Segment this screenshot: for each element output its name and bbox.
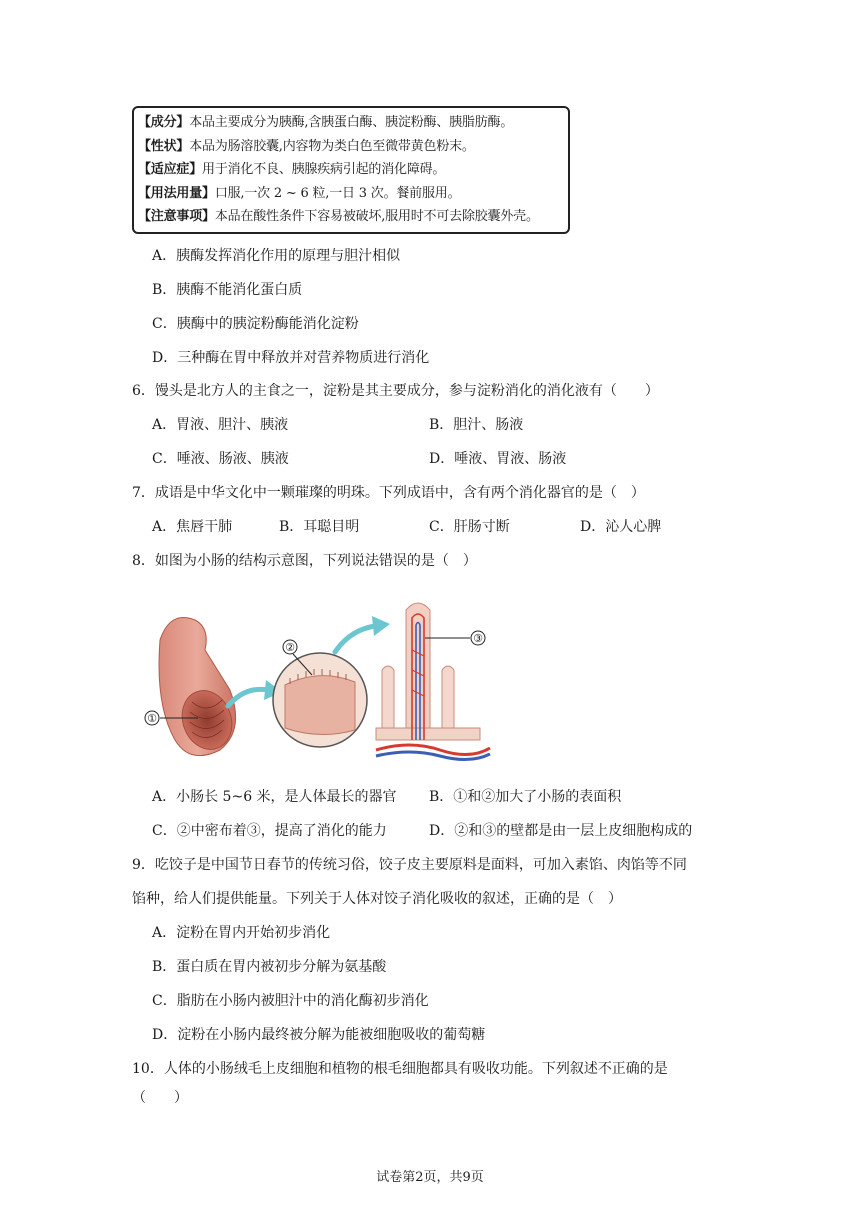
q6-option-a: A．胃液、胆汁、胰液 xyxy=(152,417,289,433)
q8-option-a: A．小肠长 5~6 米，是人体最长的器官 xyxy=(152,789,397,805)
drug-label-box xyxy=(132,106,570,234)
q6-option-d: D．唾液、胃液、肠液 xyxy=(429,451,567,467)
q7-option-b: B．耳聪目明 xyxy=(279,519,360,535)
q5-option-d: D．三种酶在胃中释放并对营养物质进行消化 xyxy=(152,350,430,366)
q10-stem-line1: 10．人体的小肠绒毛上皮细胞和植物的根毛细胞都具有吸收功能。下列叙述不正确的是 xyxy=(132,1061,668,1077)
q9-option-b: B．蛋白质在胃内被初步分解为氨基酸 xyxy=(152,959,387,975)
q8-stem: 8．如图为小肠的结构示意图，下列说法错误的是（ ） xyxy=(132,553,477,569)
label-2: ② xyxy=(285,641,295,654)
q5-option-a: A．胰酶发挥消化作用的原理与胆汁相似 xyxy=(152,248,401,264)
label-line-indications: 【适应症】用于消化不良、胰腺疾病引起的消化障碍。 xyxy=(138,162,446,177)
q6-stem: 6．馒头是北方人的主食之一，淀粉是其主要成分，参与淀粉消化的消化液有（ ） xyxy=(132,383,659,399)
label-1: ① xyxy=(147,712,157,725)
page-footer: 试卷第2页，共9页 xyxy=(376,1170,484,1185)
q9-stem-line2: 馅种，给人们提供能量。下列关于人体对饺子消化吸收的叙述，正确的是（ ） xyxy=(132,891,622,907)
q7-stem: 7．成语是中华文化中一颗璀璨的明珠。下列成语中，含有两个消化器官的是（ ） xyxy=(132,485,645,501)
q7-option-d: D．沁人心脾 xyxy=(580,519,662,535)
label-3: ③ xyxy=(473,632,483,645)
small-intestine-diagram xyxy=(147,590,510,760)
label-line-dosage: 【用法用量】口服,一次 2 ~ 6 粒,一日 3 次。餐前服用。 xyxy=(138,185,461,201)
q5-option-c: C．胰酶中的胰淀粉酶能消化淀粉 xyxy=(152,316,359,332)
q9-option-a: A．淀粉在胃内开始初步消化 xyxy=(152,925,331,941)
q8-option-d: D．②和③的壁都是由一层上皮细胞构成的 xyxy=(429,823,693,839)
q6-option-c: C．唾液、肠液、胰液 xyxy=(152,451,289,467)
q5-option-b: B．胰酶不能消化蛋白质 xyxy=(152,282,303,298)
label-line-precautions: 【注意事项】本品在酸性条件下容易被破坏,服用时不可去除胶囊外壳。 xyxy=(138,209,539,224)
q8-option-b: B．①和②加大了小肠的表面积 xyxy=(429,789,622,805)
q7-option-c: C．肝肠寸断 xyxy=(429,519,510,535)
q8-option-c: C．②中密布着③，提高了消化的能力 xyxy=(152,823,387,839)
label-line-properties: 【性状】本品为肠溶胶囊,内容物为类白色至微带黄色粉末。 xyxy=(138,138,475,154)
q10-stem-line2: （ ） xyxy=(132,1090,188,1106)
q6-option-b: B．胆汁、肠液 xyxy=(429,417,524,433)
label-line-ingredients: 【成分】本品主要成分为胰酶,含胰蛋白酶、胰淀粉酶、胰脂肪酶。 xyxy=(138,115,514,130)
small-intestine-figure xyxy=(147,590,510,760)
arrow-2 xyxy=(335,626,375,652)
q9-option-d: D．淀粉在小肠内最终被分解为能被细胞吸收的葡萄糖 xyxy=(152,1027,486,1043)
q9-stem-line1: 9．吃饺子是中国节日春节的传统习俗，饺子皮主要原料是面料，可加入素馅、肉馅等不同 xyxy=(132,857,687,873)
q9-option-c: C．脂肪在小肠内被胆汁中的消化酶初步消化 xyxy=(152,993,429,1009)
q7-option-a: A．焦唇干肺 xyxy=(152,519,233,535)
